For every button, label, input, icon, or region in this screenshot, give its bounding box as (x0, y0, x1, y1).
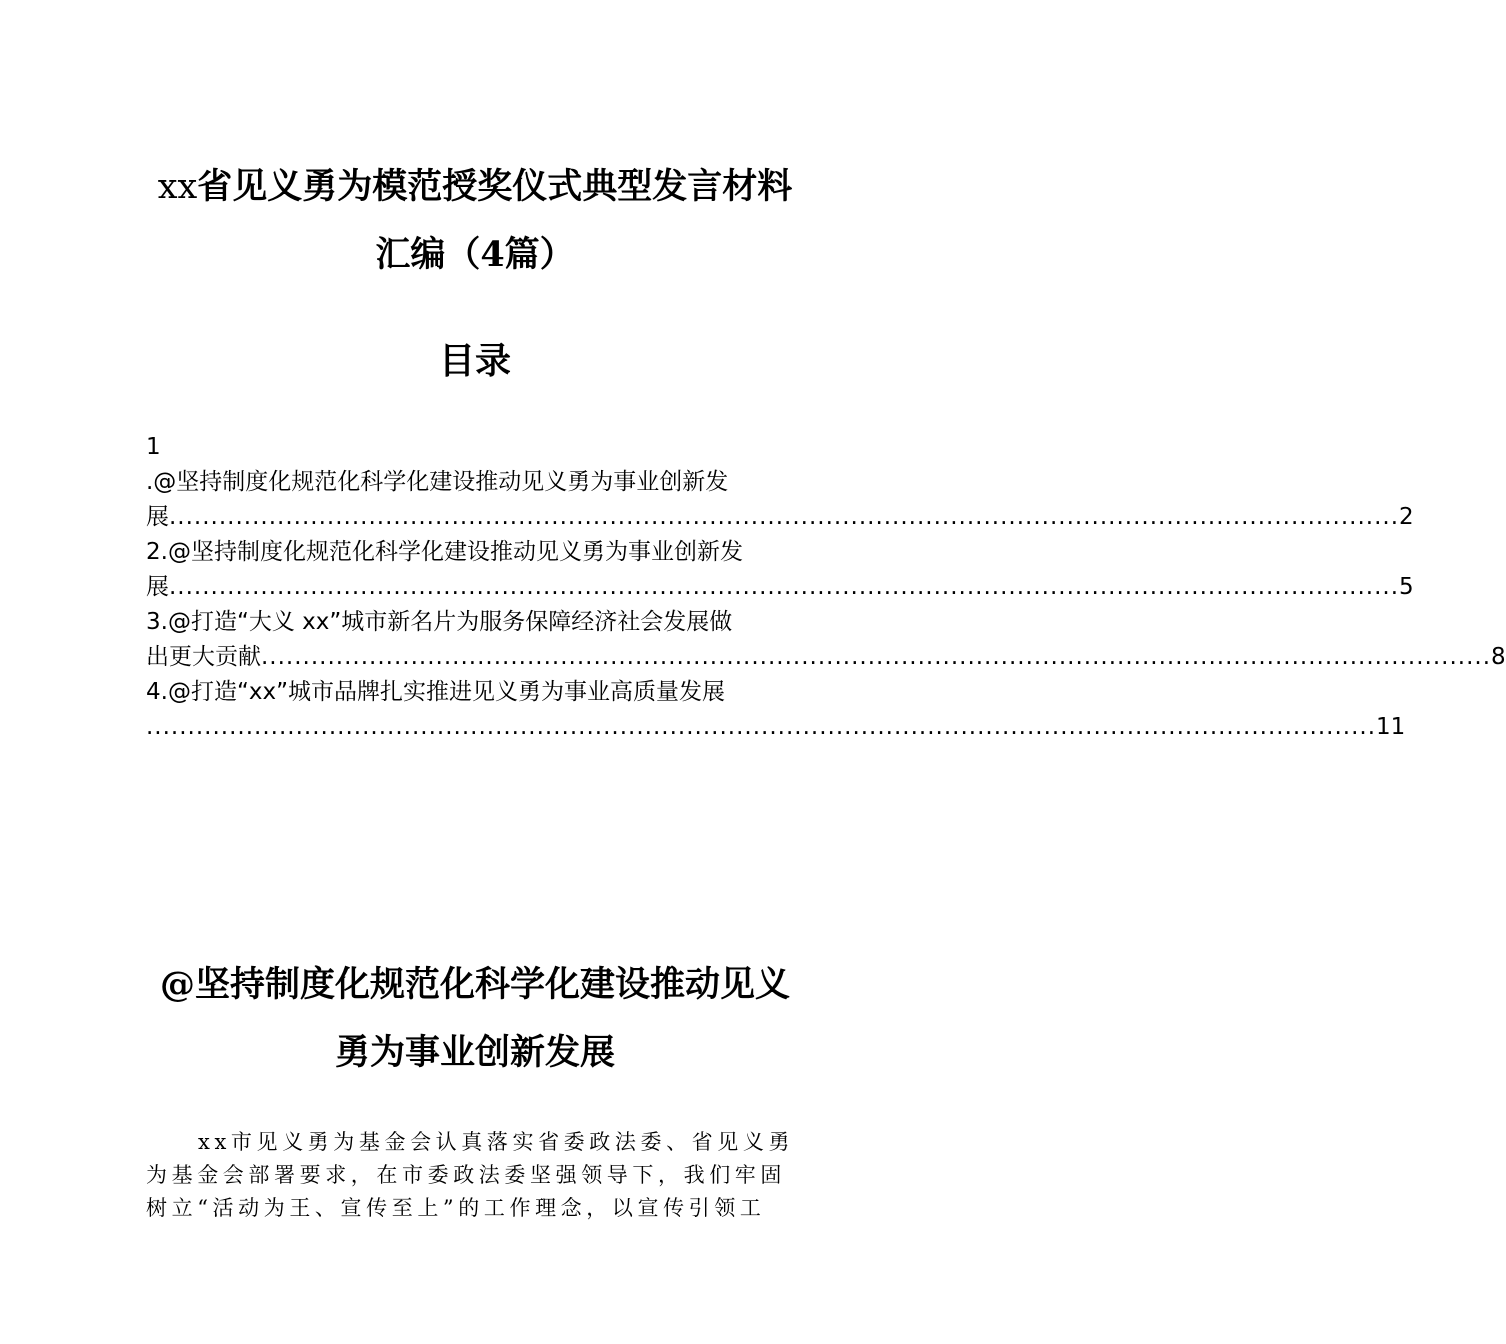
toc-entry-1-line-1[interactable]: .@坚持制度化规范化科学化建设推动见义勇为事业创新发 (146, 469, 729, 495)
title-line-1-text: 省见义勇为模范授奖仪式典型发言材料 (197, 166, 793, 207)
toc-entry-4-line-1[interactable]: 4.@打造“xx”城市品牌扎实推进见义勇为事业高质量发展 (146, 679, 725, 705)
toc-entry-4-page-number: 11 (1376, 714, 1406, 740)
toc-entry-4-dot-leader: .................................................................................................................................................... (146, 714, 1377, 740)
toc-entry-1-leader-line[interactable] (146, 502, 1414, 532)
section-1-paragraph-line-2: 为基金会部署要求，在市委政法委坚强领导下，我们牢固 (146, 1163, 786, 1187)
toc-entry-2-line-2: 展 (146, 574, 169, 600)
toc-entry-1-dot-leader: .................................................................................................................................................... (169, 504, 1400, 530)
section-1-title-line-2: 勇为事业创新发展 (334, 1032, 615, 1073)
toc-entry-1-page-number: 2 (1399, 504, 1414, 530)
section-1-title-line-1: @坚持制度化规范化科学化建设推动见义 (159, 964, 790, 1005)
toc-entry-1-line-2: 展 (146, 504, 169, 530)
toc-entry-2-line-1[interactable]: 2.@坚持制度化规范化科学化建设推动见义勇为事业创新发 (146, 539, 743, 565)
document-title-line-1 (100, 164, 850, 210)
toc-heading: 目录 (438, 340, 511, 382)
toc-entry-3-line-2: 出更大贡献 (146, 644, 261, 670)
section-1-paragraph-line-3: 树立“活动为王、宣传至上”的工作理念，以宣传引领工 (146, 1196, 766, 1220)
title-prefix: xx (157, 167, 198, 207)
toc-entry-2-page-number: 5 (1399, 574, 1414, 600)
toc-entry-1-number[interactable]: 1 (146, 434, 161, 460)
toc-entry-2-leader-line[interactable] (146, 572, 1414, 602)
toc-entry-3-page-number: 8 (1491, 644, 1506, 670)
document-title-line-2: 汇编（4篇） (375, 234, 575, 275)
toc-entry-3-leader-line[interactable] (146, 642, 1506, 672)
toc-entry-4-leader-line[interactable] (146, 712, 1406, 742)
toc-entry-3-line-1[interactable]: 3.@打造“大义 xx”城市新名片为服务保障经济社会发展做 (146, 609, 733, 635)
toc-entry-3-dot-leader: .................................................................................................................................................... (261, 644, 1492, 670)
section-1-paragraph-line-1: xx市见义勇为基金会认真落实省委政法委、省见义勇 (198, 1130, 795, 1154)
toc-entry-2-dot-leader: .................................................................................................................................................... (169, 574, 1400, 600)
